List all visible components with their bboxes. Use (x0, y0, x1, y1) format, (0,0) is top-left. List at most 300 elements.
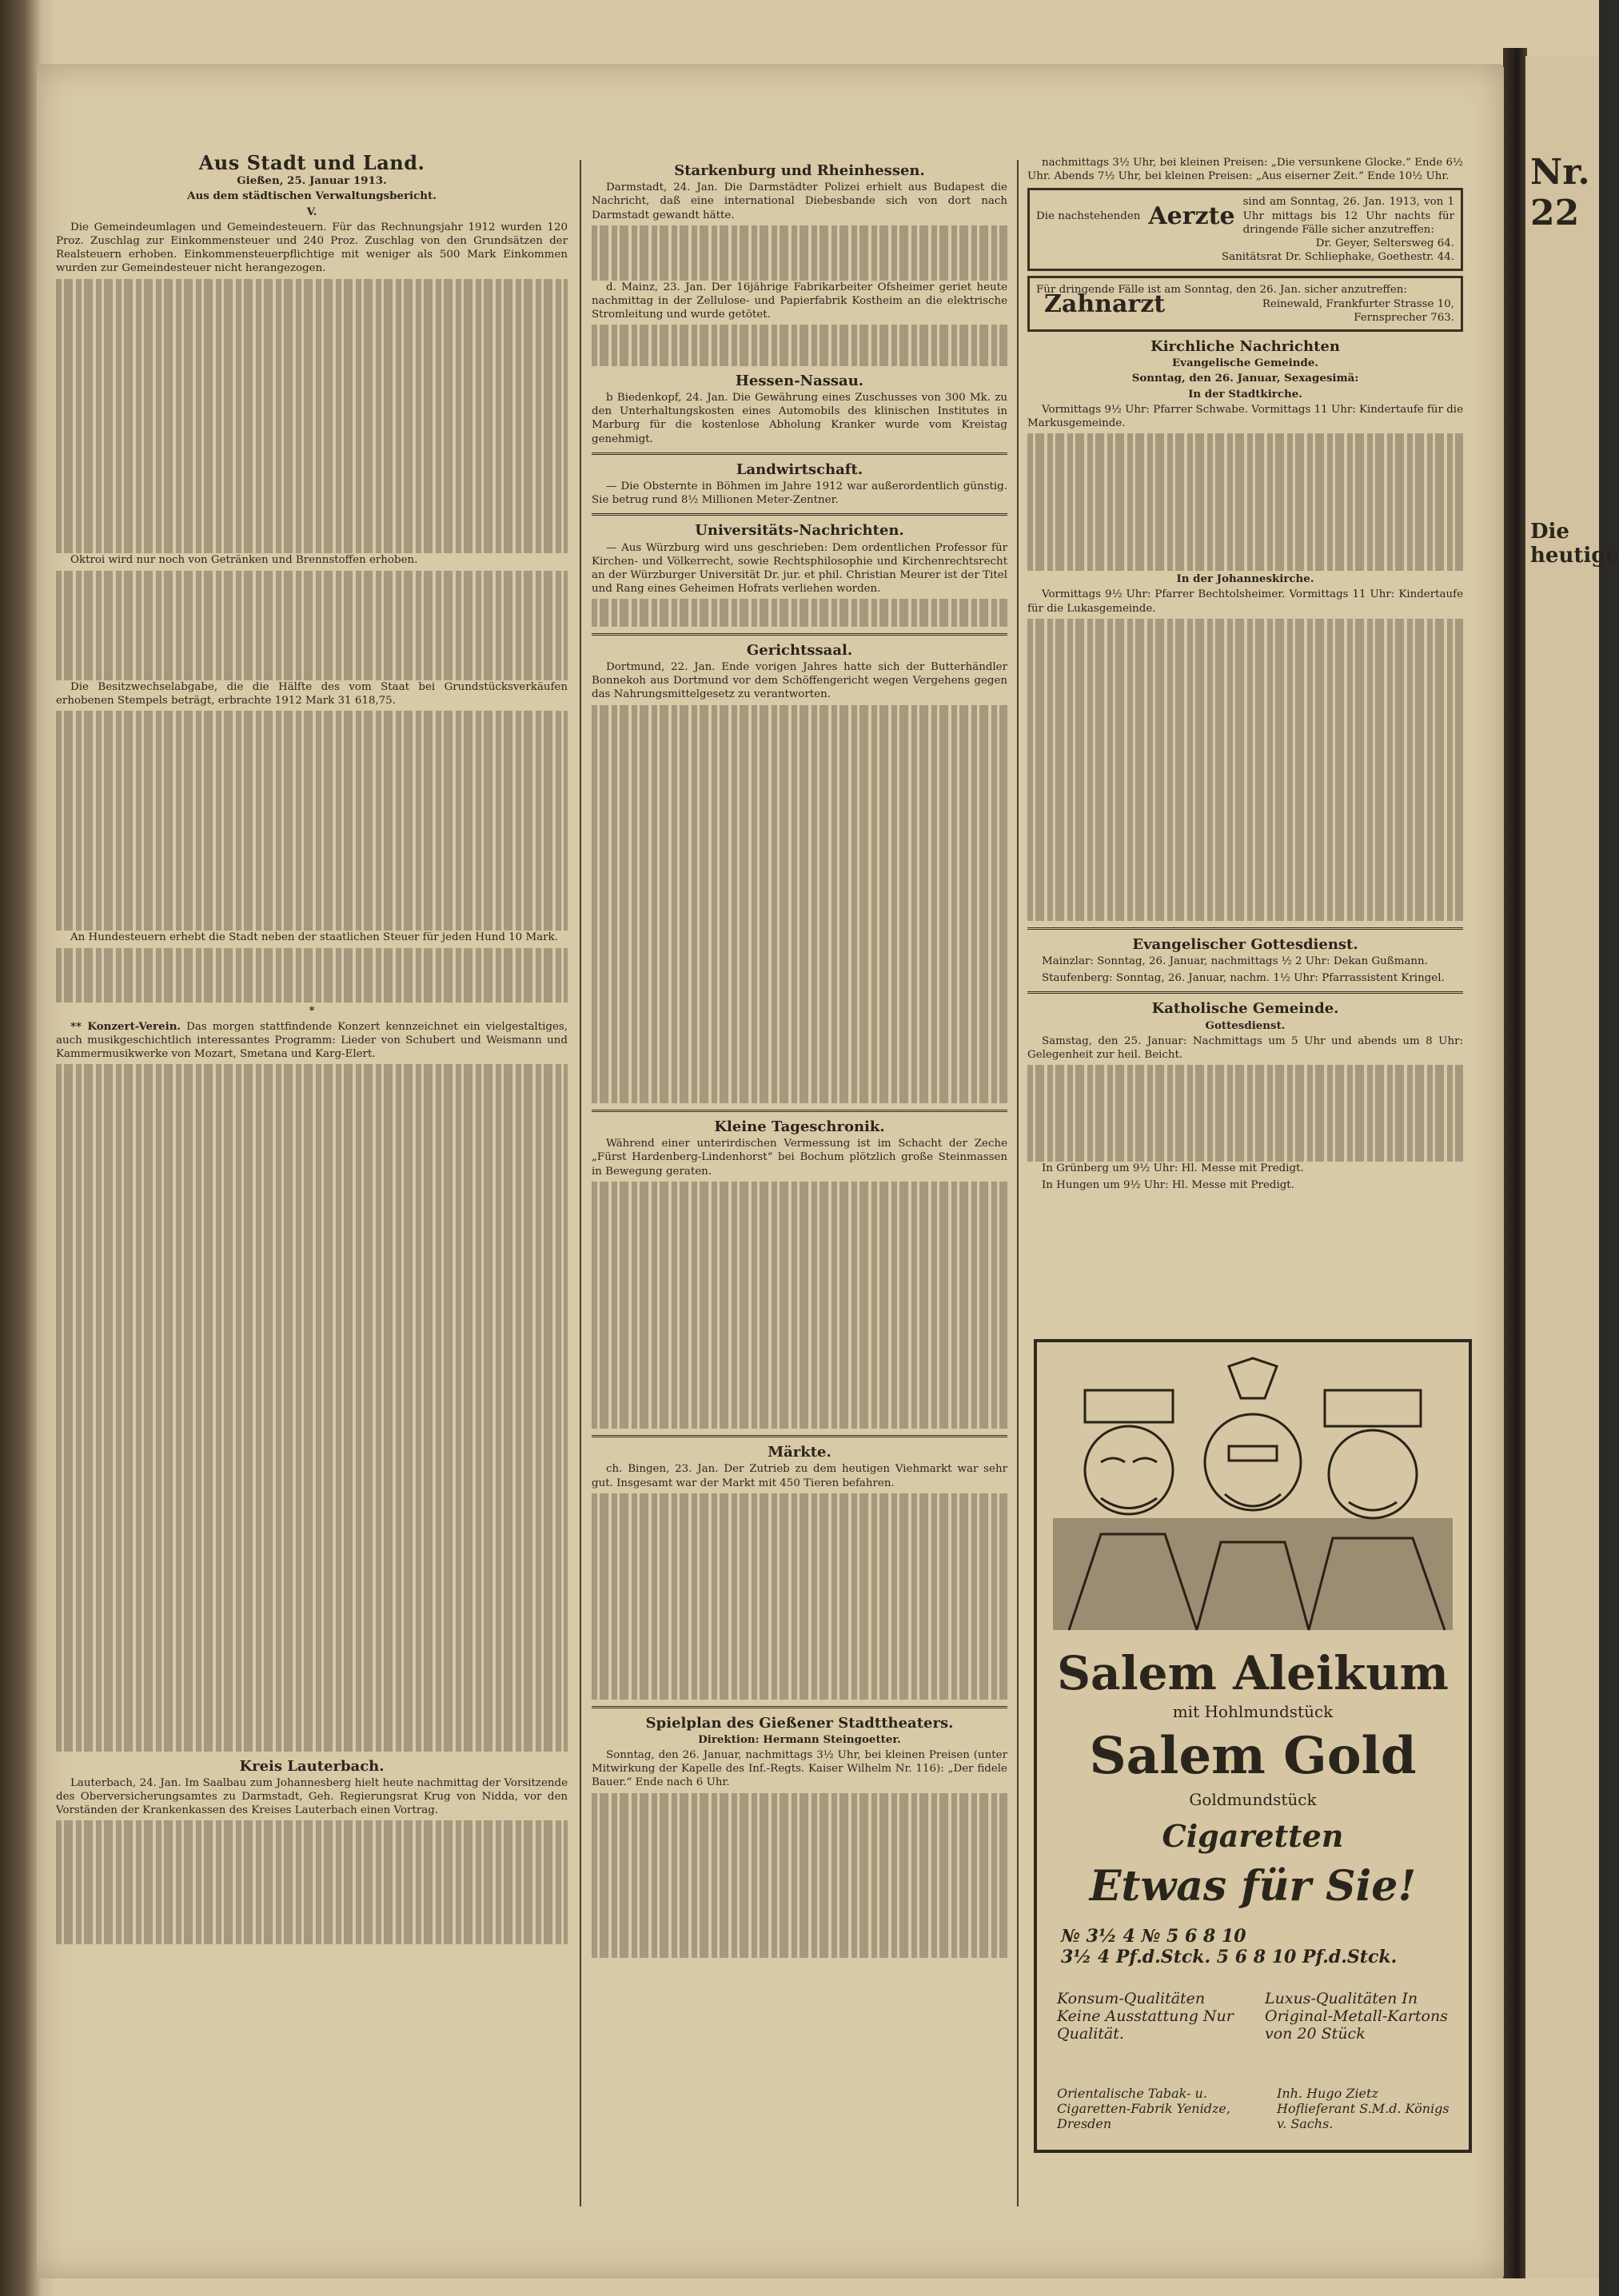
text-line (56, 457, 568, 471)
paragraph-oktroi: Oktroi wird nur noch von Getränken und Brennstoffen erhoben. (70, 554, 418, 567)
text-line (1027, 502, 1463, 516)
brand-aleikum-sub: mit Hohlmundstück (1172, 1702, 1334, 1721)
text-line (56, 1421, 568, 1435)
text-line (592, 1616, 1007, 1630)
text-line (56, 1614, 568, 1628)
text-line (1027, 530, 1463, 544)
text-line (592, 325, 1007, 338)
brand-salem-aleikum: Salem Aleikum (1057, 1646, 1449, 1700)
text-line (1027, 797, 1463, 811)
text-line (56, 499, 568, 512)
text-line (592, 1209, 1007, 1222)
text-line (592, 1534, 1007, 1548)
text-line (1027, 433, 1463, 447)
text-line (56, 1174, 568, 1188)
text-line (56, 653, 568, 667)
text-line (56, 835, 568, 848)
text-line (592, 239, 1007, 253)
text-line (1027, 1065, 1463, 1078)
paragraph-katholisch: Samstag, den 25. Januar: Nachmittags um 5 Uhr und abends um 8 Uhr: Gelegenheit zur heil. Beicht. (1027, 1034, 1463, 1062)
text-line (592, 1889, 1007, 1903)
text-line (592, 870, 1007, 883)
text-line (592, 1222, 1007, 1236)
text-line (56, 1835, 568, 1848)
text-line (56, 1820, 568, 1834)
text-line (56, 512, 568, 526)
text-line (56, 1696, 568, 1710)
text-line (592, 939, 1007, 952)
text-line (592, 911, 1007, 924)
text-line (592, 1875, 1007, 1889)
text-line (56, 1353, 568, 1366)
starkenburg-heading: Starkenburg und Rheinhessen. (674, 162, 925, 179)
quality-konsum: Konsum-Qualitäten Keine Ausstattung Nur Qualität. (1057, 1990, 1234, 2043)
text-line (56, 571, 568, 584)
text-line (592, 253, 1007, 266)
text-line (592, 746, 1007, 759)
text-line (592, 1644, 1007, 1658)
text-line (592, 1903, 1007, 1916)
text-line (56, 848, 568, 862)
text-line (592, 828, 1007, 842)
text-line (592, 1493, 1007, 1507)
text-line (56, 1381, 568, 1394)
paragraph-bochum: Während einer unterirdischen Vermessung ist im Schacht der Zeche „Fürst Hardenberg-Lindenhorst“ bei Bochum plötzlich große Steinmassen in Bewegung geraten. (592, 1138, 1007, 1178)
column-rule-1 (580, 160, 581, 2206)
text-line (1027, 516, 1463, 529)
subheading: Aus dem städtischen Verwaltungsbericht. (187, 189, 437, 203)
text-line (592, 1631, 1007, 1644)
katholische-heading: Katholische Gemeinde. (1151, 1000, 1339, 1018)
paragraph-hundesteuer: An Hundesteuern erhebt die Stadt neben der staatlichen Steuer für jeden Hund 10 Mark. (70, 931, 558, 944)
text-line (592, 1346, 1007, 1360)
text-line (592, 759, 1007, 773)
text-line (592, 1021, 1007, 1034)
text-line (56, 917, 568, 931)
konzert-heading: ** Konzert-Verein. (70, 1019, 181, 1033)
paragraph-lauterbach: Lauterbach, 24. Jan. Im Saalbau zum Johannesberg hielt heute nachmittag der Vorsitzende des Oberversicherungsamtes zu Darmstadt, Geh. Regierungsrat Krug von Nidda, vor den Vorständen der Krankenkassen des Kreises Lauterbach einen Vortrag. (56, 1776, 568, 1817)
right-cap-icon (1325, 1390, 1421, 1426)
paragraph-bingen: ch. Bingen, 23. Jan. Der Zutrieb zu dem heutigen Viehmarkt war sehr gut. Insgesamt war der Markt mit 450 Tieren befahren. (592, 1463, 1007, 1489)
product-name: Cigaretten (1162, 1818, 1344, 1854)
text-line (1027, 1120, 1463, 1134)
doctors-prefix: Die nachstehenden (1036, 209, 1141, 222)
text-line (56, 348, 568, 361)
doctors-title: Aerzte (1148, 201, 1235, 230)
dentist-title: Zahnarzt (1044, 289, 1166, 318)
section-divider (592, 513, 1007, 516)
text-line (592, 719, 1007, 732)
text-line (592, 1507, 1007, 1521)
text-line (592, 1250, 1007, 1264)
text-line (56, 402, 568, 416)
quality-lines (1057, 1990, 1457, 2043)
text-line (56, 1366, 568, 1380)
text-line (1027, 1147, 1463, 1161)
text-line (1027, 488, 1463, 502)
text-line (1027, 557, 1463, 571)
kirche-date: Sonntag, den 26. Januar, Sexagesimä: (1131, 372, 1359, 385)
dentist-name: Reinewald, Frankfurter Strasse 10, (1262, 297, 1454, 310)
brand-salem-gold: Salem Gold (1089, 1726, 1417, 1786)
text-line (592, 1931, 1007, 1944)
text-line (592, 774, 1007, 787)
text-line (592, 883, 1007, 897)
text-line (592, 1182, 1007, 1195)
text-line (1027, 673, 1463, 687)
text-line (56, 1106, 568, 1119)
chronik-heading: Kleine Tageschronik. (714, 1118, 885, 1135)
text-line (592, 1048, 1007, 1062)
text-line (592, 613, 1007, 627)
section-divider (592, 1435, 1007, 1437)
text-line (56, 471, 568, 484)
separator-star: * (309, 1004, 315, 1018)
dateline: Gießen, 25. Januar 1913. (237, 174, 387, 188)
text-line (1027, 660, 1463, 673)
text-line (56, 1517, 568, 1531)
text-line (56, 1875, 568, 1889)
text-line (592, 1820, 1007, 1834)
text-line (592, 1007, 1007, 1021)
text-line (592, 801, 1007, 815)
mainzlar-service: Mainzlar: Sonntag, 26. Januar, nachmittags ½ 2 Uhr: Dekan Gußmann. (1042, 955, 1428, 968)
text-line (56, 1463, 568, 1477)
section-divider (592, 1706, 1007, 1708)
text-line (56, 1435, 568, 1449)
section-divider (592, 452, 1007, 455)
text-line (56, 1202, 568, 1215)
text-line (56, 1325, 568, 1339)
text-line (592, 599, 1007, 612)
book-gutter (1503, 48, 1527, 2278)
text-line (56, 333, 568, 347)
text-line (56, 1917, 568, 1931)
text-line (592, 1603, 1007, 1616)
adjacent-page-number: Nr. 22 (1530, 152, 1590, 233)
text-line (592, 1916, 1007, 1930)
paragraph-wuerzburg: — Aus Würzburg wird uns geschrieben: Dem ordentlichen Professor für Kirchen- und Völkerrecht, sowie Rechtsphilosophie und Kirchenrechtsrecht an der Würzburger Universität Dr. jur. et phil. Christian Meurer ist der Titel und Rang eines Geheimen Hofrats verliehen worden. (592, 541, 1007, 596)
text-line (56, 975, 568, 989)
section-divider (592, 633, 1007, 636)
text-line (1027, 619, 1463, 632)
text-line (56, 1490, 568, 1504)
text-line (56, 1297, 568, 1311)
text-line (56, 1312, 568, 1325)
text-line (592, 1291, 1007, 1305)
text-line (56, 1628, 568, 1641)
text-line (592, 1360, 1007, 1373)
text-line (592, 1521, 1007, 1534)
text-line (592, 1305, 1007, 1319)
text-line (56, 794, 568, 807)
text-line (56, 948, 568, 962)
text-line (56, 1092, 568, 1106)
text-line (1027, 756, 1463, 770)
text-line (56, 876, 568, 890)
text-line (56, 807, 568, 821)
text-line (592, 842, 1007, 855)
text-line (1027, 893, 1463, 907)
text-line (56, 1559, 568, 1573)
text-line (56, 320, 568, 333)
text-line (56, 1504, 568, 1517)
text-line (1027, 701, 1463, 715)
text-line (592, 1834, 1007, 1848)
text-line (56, 444, 568, 457)
paragraph-konzert (56, 1020, 568, 1062)
adjacent-page (1525, 56, 1619, 2278)
text-line (56, 1133, 568, 1146)
text-line (592, 338, 1007, 352)
text-line (592, 732, 1007, 746)
paragraph-darmstadt: Darmstadt, 24. Jan. Die Darmstädter Polizei erhielt aus Budapest die Nachricht, daß eine international Diebesbande sich von dort nach Darmstadt gewandt hätte. (592, 181, 1007, 221)
text-line (56, 1862, 568, 1875)
text-line (1027, 811, 1463, 824)
text-line (592, 1685, 1007, 1699)
text-line (56, 1339, 568, 1353)
text-line (56, 1394, 568, 1408)
konzert-text: Das morgen stattfindende Konzert kennzeichnet ein vielgestaltiges, auch musikgeschichtlich interessantes Programm: Lieder von Schubert und Weismann und Kammermusikwerke von Mozart, Smetana und Karg-Elert. (56, 1020, 568, 1061)
johanneskirche-heading: In der Johanneskirche. (1176, 572, 1314, 586)
text-line (592, 1793, 1007, 1807)
text-line (1027, 544, 1463, 557)
text-line (56, 1573, 568, 1586)
text-line (592, 1848, 1007, 1861)
text-line (592, 1807, 1007, 1820)
manufacturer-line (1057, 2086, 1457, 2131)
text-line (56, 1600, 568, 1614)
text-line (56, 430, 568, 444)
doctors-notice (1027, 188, 1463, 271)
roman-numeral: V. (306, 205, 317, 218)
text-line (56, 725, 568, 739)
manufacturer-owner: Inh. Hugo Zietz Hoflieferant S.M.d. Königs v. Sachs. (1277, 2086, 1450, 2131)
text-line (592, 1237, 1007, 1250)
text-line (56, 1449, 568, 1463)
text-line (592, 966, 1007, 979)
text-line (1027, 742, 1463, 755)
gruenberg-service: In Grünberg um 9½ Uhr: Hl. Messe mit Predigt. (1042, 1162, 1304, 1174)
landwirtschaft-heading: Landwirtschaft. (736, 460, 863, 478)
dentist-text: Für dringende Fälle ist am Sonntag, den 26. Jan. sicher anzutreffen: (1036, 284, 1407, 297)
text-line (56, 1586, 568, 1600)
price-list (1061, 1926, 1453, 1967)
text-line (592, 994, 1007, 1007)
dentist-phone: Fernsprecher 763. (1354, 311, 1454, 324)
text-line (56, 1146, 568, 1160)
text-line (592, 1319, 1007, 1333)
text-line (1027, 461, 1463, 475)
text-line (592, 1278, 1007, 1291)
text-line (56, 417, 568, 430)
text-line (56, 1683, 568, 1696)
text-line (56, 1545, 568, 1559)
text-line (56, 779, 568, 793)
text-line (1027, 770, 1463, 783)
dentist-notice (1027, 276, 1463, 332)
text-line (592, 1415, 1007, 1429)
paragraph-obsternte: — Die Obsternte in Böhmen im Jahre 1912 war außerordentlich günstig. Sie betrug rund 8½ Millionen Meter-Zentner. (592, 480, 1007, 507)
text-line (1027, 447, 1463, 460)
text-line (56, 1064, 568, 1078)
text-line (592, 1195, 1007, 1209)
universitaet-heading: Universitäts-Nachrichten. (695, 522, 904, 540)
text-line (592, 787, 1007, 801)
text-line (56, 1243, 568, 1257)
hungen-service: In Hungen um 9½ Uhr: Hl. Messe mit Predigt. (1042, 1178, 1294, 1191)
text-line (1027, 866, 1463, 879)
paragraph-umlagen: Die Gemeindeumlagen und Gemeindesteuern. Für das Rechnungsjahr 1912 wurden 120 Proz. Zuschlag zur Einkommensteuer und 240 Proz. Zuschlag von den Grundsätzen der Realsteuern erhoben. Einkommensteuerpflichtige mit weniger als 500 Mark Einkommen wurden zur Gemeindesteuer nicht herangezogen. (56, 221, 568, 275)
text-line (592, 1862, 1007, 1875)
text-line (56, 1669, 568, 1683)
text-line (56, 863, 568, 876)
stadtkirche-heading: In der Stadtkirche. (1188, 387, 1302, 401)
three-figures-illustration (1053, 1358, 1453, 1630)
text-line (56, 526, 568, 540)
section-divider (1027, 927, 1463, 930)
text-line (592, 952, 1007, 966)
text-line (592, 1589, 1007, 1603)
text-line (592, 1062, 1007, 1075)
text-line (56, 1532, 568, 1545)
text-line (56, 1230, 568, 1243)
cigarette-advertisement (1034, 1339, 1472, 2153)
text-line (56, 1257, 568, 1270)
slogan: Etwas für Sie! (1089, 1862, 1417, 1911)
text-line (56, 484, 568, 498)
gericht-heading: Gerichtssaal. (746, 641, 853, 659)
text-line (592, 979, 1007, 993)
paragraph-johanneskirche: Vormittags 9½ Uhr: Pfarrer Bechtolsheimer. Vormittags 11 Uhr: Kindertaufe für die Lukasgemeinde. (1027, 588, 1463, 615)
text-line (56, 821, 568, 835)
text-line (592, 1333, 1007, 1346)
text-line (1027, 1134, 1463, 1147)
text-line (56, 540, 568, 553)
price-line-1: № 3½ 4 № 5 6 8 10 (1061, 1926, 1246, 1947)
text-line (1027, 879, 1463, 893)
text-line (56, 1655, 568, 1668)
text-line (56, 306, 568, 320)
paragraph-stadtkirche: Vormittags 9½ Uhr: Pfarrer Schwabe. Vormittags 11 Uhr: Kindertaufe für die Markusgemeinde. (1027, 403, 1463, 430)
text-line (1027, 1078, 1463, 1092)
paragraph-mainz: d. Mainz, 23. Jan. Der 16jährige Fabrikarbeiter Ofsheimer geriet heute nachmittag in der Zellulose- und Papierfabrik Kostheim an die elektrische Stromleitung und wurde getötet. (592, 281, 1007, 321)
text-line (56, 1078, 568, 1091)
text-line (592, 1549, 1007, 1562)
text-line (56, 1848, 568, 1862)
text-line (56, 1903, 568, 1917)
text-line (56, 279, 568, 293)
text-line (56, 389, 568, 402)
column-left (56, 151, 568, 1944)
section-divider (1027, 991, 1463, 994)
text-line (592, 705, 1007, 719)
paragraph-biedenkopf: b Biedenkopf, 24. Jan. Die Gewährung eines Zuschusses von 300 Mk. zu den Unterhaltungskosten eines Automobils des klinischen Institutes in Marburg für die kostenlose Abholung Kranker wurde vom Kreistag genehmigt. (592, 391, 1007, 445)
text-line (1027, 825, 1463, 839)
text-line (56, 293, 568, 306)
text-line (1027, 475, 1463, 488)
text-line (1027, 1093, 1463, 1106)
section-title: Aus Stadt und Land. (198, 151, 425, 174)
text-line (592, 1562, 1007, 1576)
text-line (56, 739, 568, 752)
text-line (56, 989, 568, 1003)
text-line (1027, 907, 1463, 921)
text-line (592, 1944, 1007, 1958)
column-rule-2 (1017, 160, 1019, 2206)
text-line (56, 1931, 568, 1944)
text-line (592, 1388, 1007, 1401)
doctor-2: Sanitätsrat Dr. Schliephake, Goethestr. 44. (1221, 251, 1454, 264)
theater-heading: Spielplan des Gießener Stadttheaters. (645, 1714, 954, 1732)
text-line (1027, 715, 1463, 728)
text-line (1027, 1106, 1463, 1120)
text-line (56, 584, 568, 598)
text-line (56, 903, 568, 917)
quality-luxus: Luxus-Qualitäten In Original-Metall-Kartons von 20 Stück (1265, 1990, 1448, 2043)
text-line (592, 925, 1007, 939)
text-line (56, 1161, 568, 1174)
theater-director: Direktion: Hermann Steingoetter. (698, 1732, 901, 1746)
left-cap-icon (1085, 1390, 1173, 1422)
brand-gold-sub: Goldmundstück (1189, 1790, 1317, 1809)
paragraph-theater-cont: nachmittags 3½ Uhr, bei kleinen Preisen: „Die versunkene Glocke.“ Ende 6½ Uhr. Abends 7½ Uhr, bei kleinen Preisen: „Aus eiserner Zeit.“ Ende 10½ Uhr. (1027, 157, 1463, 183)
text-line (592, 1658, 1007, 1672)
paragraph-theater: Sonntag, den 26. Januar, nachmittags 3½ Uhr, bei kleinen Preisen (unter Mitwirkung der Kapelle des Inf.-Regts. Kaiser Wilhelm Nr. 116): „Der fidele Bauer.“ Ende nach 6 Uhr. (592, 1749, 1007, 1789)
text-line (592, 1090, 1007, 1103)
text-line (1027, 728, 1463, 742)
text-line (56, 890, 568, 903)
text-line (56, 711, 568, 724)
text-line (592, 1264, 1007, 1278)
text-line (56, 612, 568, 625)
text-line (1027, 852, 1463, 866)
text-line (56, 375, 568, 389)
text-line (592, 1034, 1007, 1048)
text-line (56, 1284, 568, 1297)
text-line (56, 361, 568, 375)
column-right (1027, 156, 1463, 1195)
text-line (592, 1401, 1007, 1415)
kreis-heading: Kreis Lauterbach. (239, 1757, 385, 1775)
text-line (56, 1710, 568, 1724)
nassau-heading: Hessen-Nassau. (735, 372, 864, 389)
text-line (56, 1737, 568, 1751)
doctors-text: sind am Sonntag, 26. Jan. 1913, von 1 Uhr mittags bis 12 Uhr nachts für dringende Fälle sicher anzutreffen: (1242, 196, 1454, 236)
kirche-heading: Kirchliche Nachrichten (1150, 338, 1340, 356)
kirche-subheading: Evangelische Gemeinde. (1171, 357, 1319, 370)
paragraph-besitzwechsel: Die Besitzwechselabgabe, die die Hälfte des vom Staat bei Grundstücksverkäufen erhobenen Stempels beträgt, erbrachte 1912 Mark 31 618,75. (56, 681, 568, 708)
text-line (56, 640, 568, 653)
text-line (1027, 646, 1463, 660)
text-line (56, 962, 568, 975)
text-line (56, 1724, 568, 1737)
text-line (56, 598, 568, 612)
text-line (56, 1889, 568, 1903)
text-line (56, 1188, 568, 1202)
text-line (56, 1270, 568, 1284)
staufenberg-service: Staufenberg: Sonntag, 26. Januar, nachm. 1½ Uhr: Pfarrassistent Kringel. (1042, 972, 1445, 985)
text-line (592, 1076, 1007, 1090)
text-line (592, 353, 1007, 366)
text-line (56, 1408, 568, 1421)
text-line (1027, 632, 1463, 646)
text-line (56, 766, 568, 779)
section-divider (592, 1110, 1007, 1112)
katholische-subheading: Gottesdienst. (1205, 1018, 1286, 1032)
text-line (56, 625, 568, 639)
maerkte-heading: Märkte. (768, 1444, 831, 1461)
